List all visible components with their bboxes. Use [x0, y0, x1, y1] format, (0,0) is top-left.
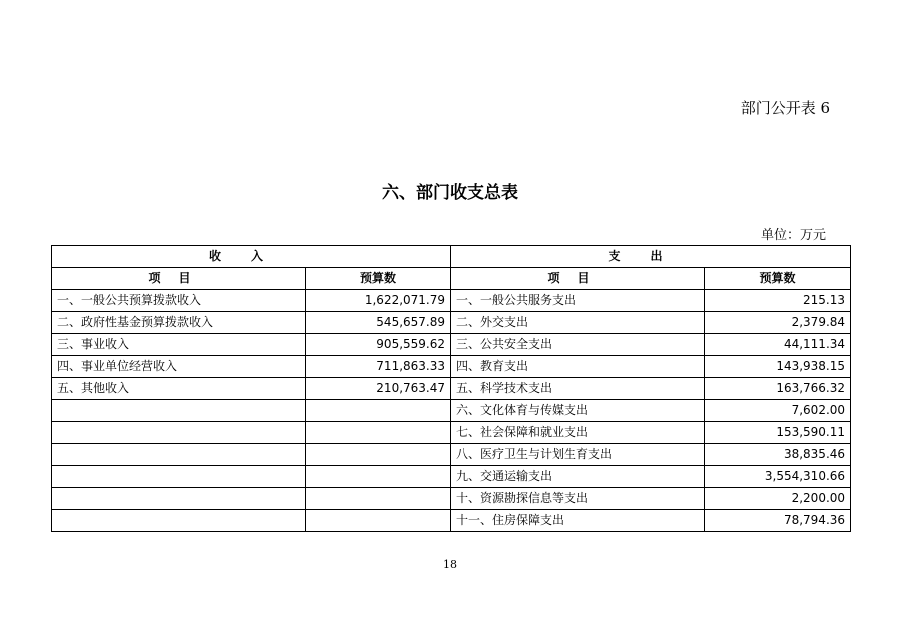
income-value-cell: [306, 422, 451, 444]
expense-item-cell: 十一、住房保障支出: [451, 510, 705, 532]
table-row: [52, 356, 851, 378]
income-value-cell: 545,657.89: [306, 312, 451, 334]
expense-value-cell: 163,766.32: [705, 378, 851, 400]
income-item-header: 项目: [52, 268, 306, 290]
page-title: 六、部门收支总表: [382, 183, 518, 203]
expense-item-cell: 九、交通运输支出: [451, 466, 705, 488]
table-row: [52, 488, 851, 510]
income-item-cell: [52, 422, 306, 444]
income-value-cell: 711,863.33: [306, 356, 451, 378]
column-header-row: [52, 268, 851, 290]
section-header-row: [52, 246, 851, 268]
income-item-cell: [52, 466, 306, 488]
expense-value-cell: 2,200.00: [705, 488, 851, 510]
income-item-cell: [52, 400, 306, 422]
income-value-cell: [306, 510, 451, 532]
income-value-cell: 210,763.47: [306, 378, 451, 400]
income-value-cell: [306, 400, 451, 422]
expense-value-cell: 44,111.34: [705, 334, 851, 356]
budget-table: [51, 245, 851, 532]
income-item-cell: 五、其他收入: [52, 378, 306, 400]
income-item-cell: 三、事业收入: [52, 334, 306, 356]
income-value-cell: [306, 488, 451, 510]
table-row: [52, 400, 851, 422]
page-number: 18: [443, 558, 457, 571]
expense-value-cell: 2,379.84: [705, 312, 851, 334]
table-row: [52, 510, 851, 532]
table-row: [52, 312, 851, 334]
expense-value-cell: 215.13: [705, 290, 851, 312]
expense-item-cell: 四、教育支出: [451, 356, 705, 378]
expense-value-cell: 78,794.36: [705, 510, 851, 532]
table-row: [52, 444, 851, 466]
page-code-label: 部门公开表 6: [740, 99, 830, 117]
unit-label: 单位：万元: [760, 228, 826, 243]
income-item-cell: 一、一般公共预算拨款收入: [52, 290, 306, 312]
expense-section-header: 支出: [451, 246, 851, 268]
expense-value-cell: 3,554,310.66: [705, 466, 851, 488]
expense-item-cell: 八、医疗卫生与计划生育支出: [451, 444, 705, 466]
expense-value-cell: 143,938.15: [705, 356, 851, 378]
expense-item-cell: 三、公共安全支出: [451, 334, 705, 356]
expense-item-cell: 七、社会保障和就业支出: [451, 422, 705, 444]
expense-value-cell: 38,835.46: [705, 444, 851, 466]
table-row: [52, 334, 851, 356]
income-item-cell: 四、事业单位经营收入: [52, 356, 306, 378]
table-row: [52, 378, 851, 400]
income-value-cell: 1,622,071.79: [306, 290, 451, 312]
expense-value-cell: 153,590.11: [705, 422, 851, 444]
income-section-header: 收入: [52, 246, 451, 268]
income-item-cell: [52, 510, 306, 532]
income-item-cell: [52, 488, 306, 510]
expense-item-cell: 五、科学技术支出: [451, 378, 705, 400]
income-value-cell: 905,559.62: [306, 334, 451, 356]
table-row: [52, 422, 851, 444]
table-row: [52, 290, 851, 312]
income-item-cell: [52, 444, 306, 466]
table-row: [52, 466, 851, 488]
expense-item-cell: 六、文化体育与传媒支出: [451, 400, 705, 422]
expense-item-cell: 一、一般公共服务支出: [451, 290, 705, 312]
income-item-cell: 二、政府性基金预算拨款收入: [52, 312, 306, 334]
expense-item-cell: 十、资源勘探信息等支出: [451, 488, 705, 510]
expense-budget-header: 预算数: [705, 268, 851, 290]
expense-item-cell: 二、外交支出: [451, 312, 705, 334]
income-value-cell: [306, 466, 451, 488]
expense-item-header: 项目: [451, 268, 705, 290]
income-value-cell: [306, 444, 451, 466]
income-budget-header: 预算数: [306, 268, 451, 290]
expense-value-cell: 7,602.00: [705, 400, 851, 422]
